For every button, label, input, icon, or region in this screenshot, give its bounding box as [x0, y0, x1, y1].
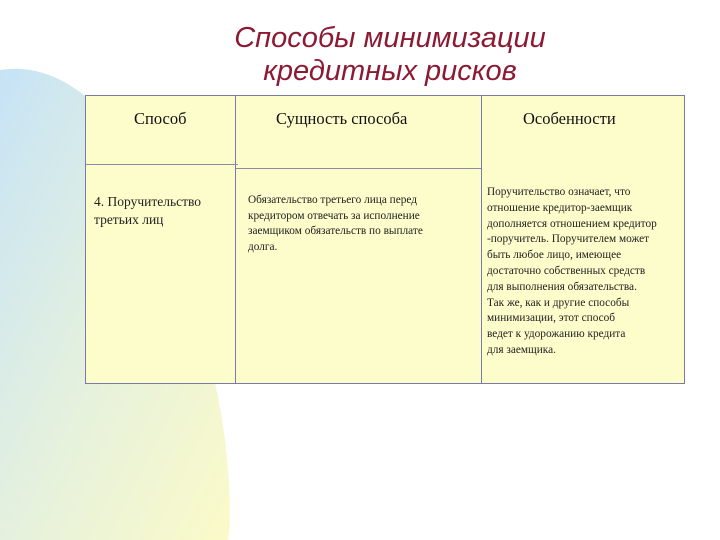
header-divider-middle	[236, 168, 481, 169]
title-line-2: кредитных рисков	[263, 55, 517, 87]
header-method: Способ	[134, 109, 187, 128]
cell-features-line: отношение кредитор-заемщик	[487, 201, 633, 214]
cell-essence-line: заемщиком обязательств по выплате	[248, 225, 423, 237]
slide-title	[150, 22, 630, 88]
cell-features-line: достаточно собственных средств	[487, 264, 646, 277]
title-line-1: Способы минимизации	[234, 22, 546, 54]
cell-features-line: для заемщика.	[487, 343, 556, 356]
header-features: Особенности	[523, 109, 616, 128]
column-divider-1	[235, 96, 236, 383]
cell-features-line: Так же, как и другие способы	[487, 296, 630, 309]
cell-method-line: третьих лиц	[94, 212, 164, 227]
cell-features-line: для выполнения обязательства.	[487, 280, 637, 293]
column-divider-2	[481, 96, 482, 383]
cell-features-line: минимизации, этот способ	[487, 312, 616, 325]
cell-essence	[248, 193, 423, 255]
cell-features-line: ведет к удорожанию кредита	[487, 328, 626, 341]
cell-features-line: Поручительство означает, что	[487, 186, 631, 198]
cell-essence-line: долга.	[248, 240, 278, 253]
cell-method	[94, 193, 201, 229]
cell-features-line: -поручитель. Поручителем может	[487, 233, 650, 246]
methods-table	[85, 95, 685, 384]
cell-essence-line: Обязательство третьего лица перед	[248, 194, 417, 206]
cell-features-line: быть любое лицо, имеющее	[487, 249, 622, 262]
cell-features	[487, 185, 657, 359]
header-divider-left	[86, 164, 238, 165]
cell-essence-line: кредитором отвечать за исполнение	[248, 209, 420, 222]
cell-method-line: 4. Поручительство	[94, 194, 202, 209]
cell-features-line: дополняется отношением кредитор	[487, 217, 657, 230]
header-essence: Сущность способа	[276, 109, 408, 128]
